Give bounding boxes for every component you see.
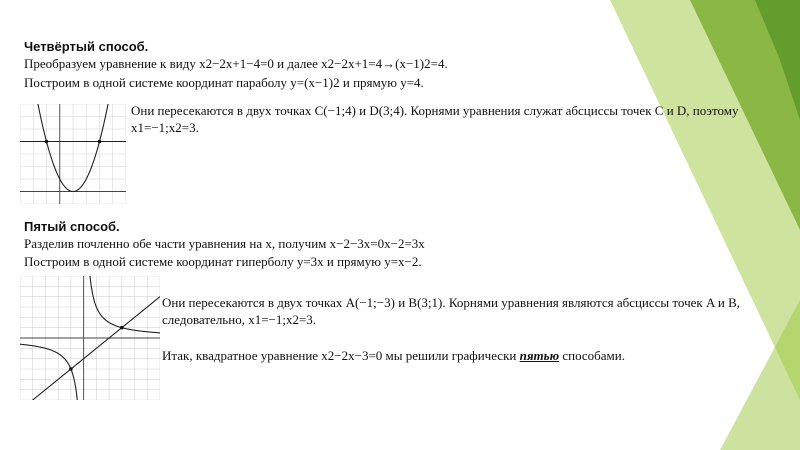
intersection-point <box>98 140 102 144</box>
intersection-point <box>69 367 73 371</box>
method4-heading: Четвёртый способ. <box>24 39 149 54</box>
hyperbola-branch-right <box>88 276 160 333</box>
grid <box>20 104 126 204</box>
hyperbola-graph <box>20 276 160 400</box>
conclusion-text-before: Итак, квадратное уравнение x2−2x−3=0 мы решили графически <box>162 348 520 363</box>
method5-line1: Разделив почленно обе части уравнения на x, получим x−2−3x=0x−2=3x <box>24 236 425 251</box>
conclusion-emphasis: пятью <box>519 348 560 363</box>
intersection-point <box>45 140 49 144</box>
method4-line2: Построим в одной системе координат параболу y=(x−1)2 и прямую y=4. <box>24 75 424 90</box>
intersection-point <box>120 326 124 330</box>
method5-heading: Пятый способ. <box>24 219 120 234</box>
conclusion <box>162 348 625 364</box>
method4-line1: Преобразуем уравнение к виду x2−2x+1−4=0 и далее x2−2x+1=4→(x−1)2=4. <box>24 56 448 71</box>
parabola-graph <box>20 104 126 204</box>
hyperbola-branch-left <box>20 344 79 400</box>
method4-result: Они пересекаются в двух точках C(−1;4) и D(3;4). Корнями уравнения служат абсциссы точек C и D, поэтому x1=−1;x2=3. <box>131 103 739 135</box>
method5-result: Они пересекаются в двух точках A(−1;−3) и B(3;1). Корнями уравнения являются абсциссы точек A и B, следовательно, x1=−1;x2=3. <box>162 295 741 327</box>
conclusion-text-after: способами. <box>559 348 625 363</box>
method5-line2: Построим в одной системе координат гиперболу y=3x и прямую y=x−2. <box>24 254 422 269</box>
